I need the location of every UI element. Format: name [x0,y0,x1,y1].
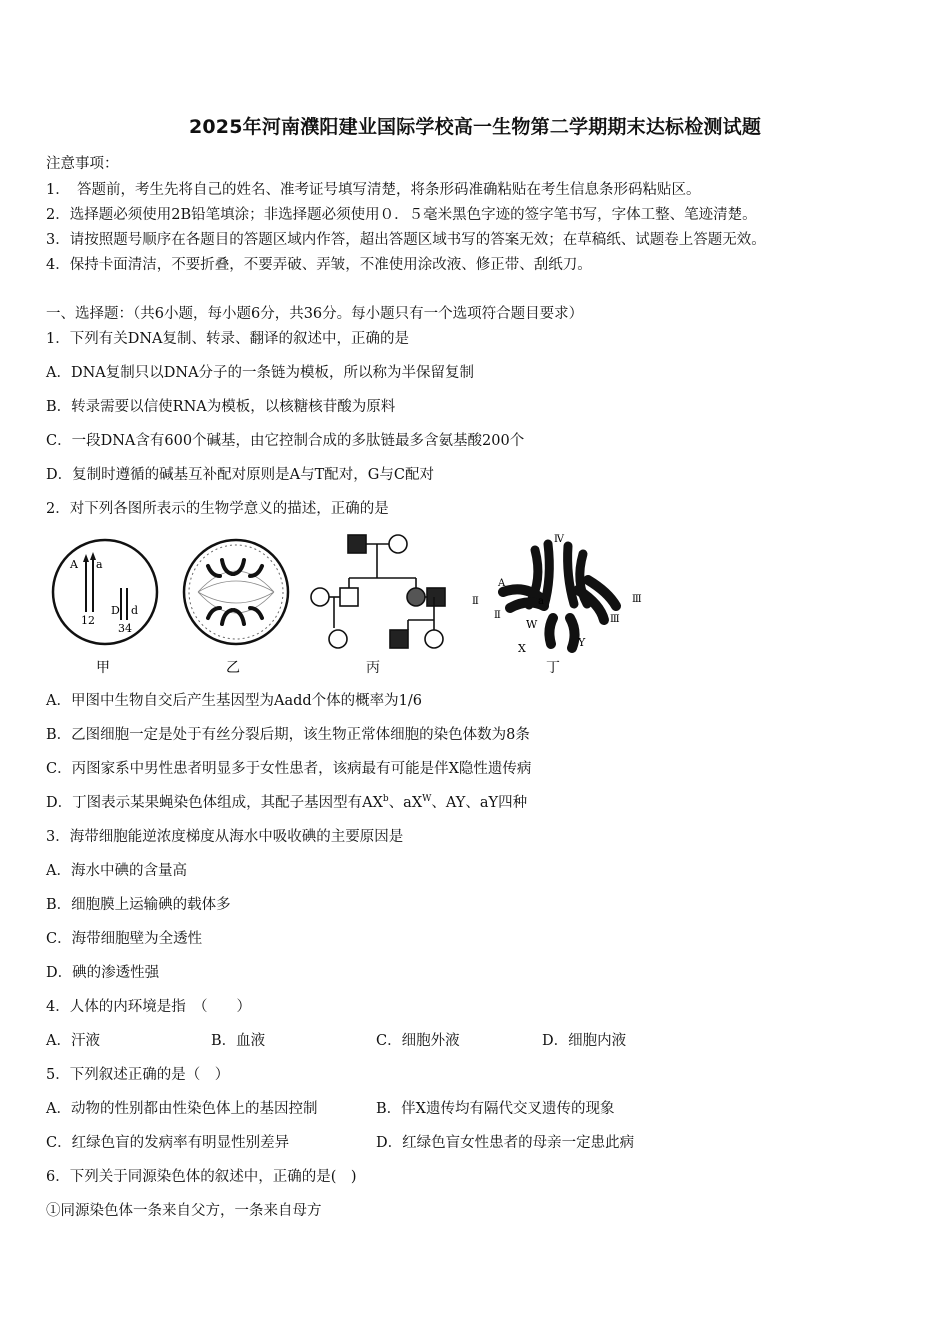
q4-option-c: C．细胞外液 [376,1033,460,1049]
jia-label-A: A [70,558,78,571]
q2-option-b: B．乙图细胞一定是处于有丝分裂后期，该生物正常体细胞的染色体数为8条 [46,727,530,743]
q3-option-c: C．海带细胞壁为全透性 [46,931,203,947]
q2-option-d-part3: 、AY、aY四种 [431,795,528,811]
q2-option-c: C．丙图家系中男性患者明显多于女性患者，该病最有可能是伴X隐性遗传病 [46,761,532,777]
ding-label-A: A [498,578,506,589]
ding-label-ii-2: Ⅱ [494,610,501,621]
q6-stem: 6．下列关于同源染色体的叙述中，正确的是( ) [46,1169,357,1185]
notice-item-2: 2．选择题必须使用2B铅笔填涂；非选择题必须使用０．５毫米黑色字迹的签字笔书写，字体工整、笔迹清楚。 [46,207,757,223]
q3-option-a: A．海水中碘的含量高 [46,863,187,879]
figure-label-ding: 丁 [546,660,560,676]
ding-label-iv: Ⅳ [554,534,564,545]
ding-label-a: a [538,596,544,607]
jia-label-12: 12 [81,614,95,627]
q5-option-c: C．红绿色盲的发病率有明显性别差异 [46,1135,290,1151]
q3-stem: 3．海带细胞能逆浓度梯度从海水中吸收碘的主要原因是 [46,829,404,845]
q3-option-b: B．细胞膜上运输碘的载体多 [46,897,231,913]
page-title: 2025年河南濮阳建业国际学校高一生物第二学期期末达标检测试题 [188,116,762,138]
q1-option-d: D．复制时遵循的碱基互补配对原则是A与T配对，G与C配对 [46,467,434,483]
q4-option-d: D．细胞内液 [542,1033,627,1049]
jia-label-a: a [96,558,103,571]
q1-option-b: B．转录需要以信使RNA为模板，以核糖核苷酸为原料 [46,399,396,415]
ding-label-iii-1: Ⅲ [632,594,642,605]
ding-label-ii-1: Ⅱ [472,596,479,607]
q3-option-d: D．碘的渗透性强 [46,965,160,981]
q2-option-d [46,791,527,812]
ding-label-x: X [518,642,526,655]
q2-option-d-sup-w: W [422,794,432,804]
figure-label-yi: 乙 [226,660,240,676]
q2-figures [48,530,658,680]
q5-option-a: A．动物的性别都由性染色体上的基因控制 [46,1101,318,1117]
q2-figure-svg [48,530,658,680]
jia-label-D: D [111,604,120,617]
q2-option-d-part1: D．丁图表示某果蝇染色体组成，其配子基因型有AX [46,795,383,811]
ding-label-w: W [526,618,538,631]
jia-label-d: d [131,604,139,617]
q2-option-a: A．甲图中生物自交后产生基因型为Aadd个体的概率为1/6 [46,693,422,709]
q5-option-b: B．伴X遗传均有隔代交叉遗传的现象 [376,1101,615,1117]
q1-option-c: C．一段DNA含有600个碱基，由它控制合成的多肽链最多含氨基酸200个 [46,433,525,449]
q6-item-1: ①同源染色体一条来自父方，一条来自母方 [46,1203,322,1219]
q4-stem: 4．人体的内环境是指 （ ） [46,999,251,1015]
ding-label-iii-2: Ⅲ [610,614,620,625]
figure-bing [311,535,445,676]
q2-option-d-sup-b: b [382,794,389,804]
q5-stem: 5．下列叙述正确的是（ ） [46,1067,230,1083]
figure-jia [53,540,157,676]
ding-label-y: Y [578,636,586,649]
figure-ding [472,534,642,676]
notice-item-4: 4．保持卡面清洁，不要折叠，不要弄破、弄皱，不准使用涂改液、修正带、刮纸刀。 [46,257,592,273]
q1-stem: 1．下列有关DNA复制、转录、翻译的叙述中，正确的是 [46,331,410,347]
notice-item-3: 3．请按照题号顺序在各题目的答题区域内作答，超出答题区域书写的答案无效；在草稿纸、试题卷上答题无效。 [46,232,766,248]
q5-option-d: D．红绿色盲女性患者的母亲一定患此病 [376,1135,635,1151]
figure-yi [184,540,288,676]
q1-option-a: A．DNA复制只以DNA分子的一条链为模板，所以称为半保留复制 [46,365,475,381]
figure-label-bing: 丙 [366,660,380,676]
figure-label-jia: 甲 [96,660,110,676]
q2-option-d-part2: 、aX [388,795,423,811]
notice-heading: 注意事项： [46,156,119,172]
q4-option-b: B．血液 [211,1033,266,1049]
jia-label-34: 34 [118,622,132,635]
notice-item-1: 1． 答题前，考生先将自己的姓名、准考证号填写清楚，将条形码准确粘贴在考生信息条形码粘贴区。 [46,182,701,198]
q2-stem: 2．对下列各图所表示的生物学意义的描述，正确的是 [46,501,389,517]
q4-option-a: A．汗液 [46,1033,100,1049]
section-heading: 一、选择题：（共6小题，每小题6分，共36分。每小题只有一个选项符合题目要求） [46,306,584,322]
